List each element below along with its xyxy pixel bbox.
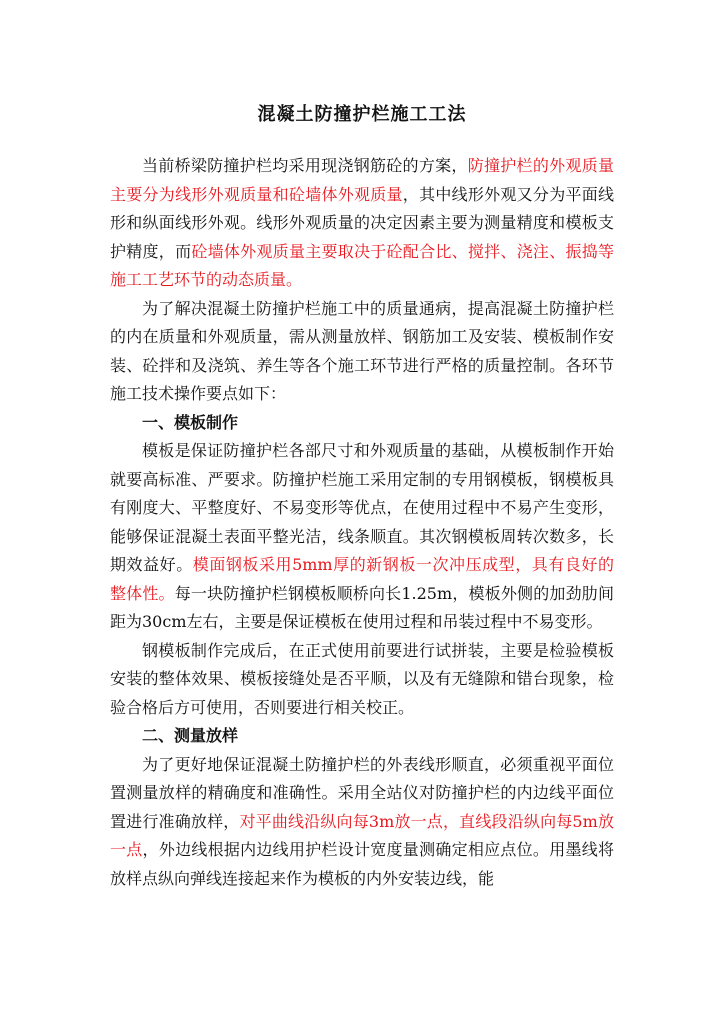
paragraph-purpose: 为了解决混凝土防撞护栏施工中的质量通病，提高混凝土防撞护栏的内在质量和外观质量，需从测量放样、钢筋加工及安装、模板制作安装、砼拌和及浇筑、养生等各个施工环节进行严格的质量控制。各环节施工技术操作要点如下： — [110, 298, 614, 403]
paragraph-intro — [110, 152, 614, 295]
text-span: 当前桥梁防撞护栏均采用现浇钢筋砼的方案， — [142, 156, 468, 175]
paragraph-trial-assembly: 钢模板制作完成后，在正式使用前要进行试拼装，主要是检验模板安装的整体效果、模板接缝处是否平顺，以及有无缝隙和错台现象，检验合格后方可使用，否则要进行相关校正。 — [110, 640, 614, 717]
section-heading-formwork: 一、模板制作 — [142, 412, 239, 432]
text-span: 每一块防撞护栏钢模板顺桥向长1.25m，模板外侧的加劲肋间距为30cm左右，主要是保证模板在使用过程和吊装过程中不易变形。 — [110, 583, 614, 631]
highlighted-text: 防撞护栏的外观质量主要分为线形外观质量和砼墙体外观质量 — [110, 156, 614, 204]
document-title: 混凝土防撞护栏施工工法 — [257, 104, 467, 125]
text-span: ，其中线形外观又分为平面线形和纵面线形外观。线形外观质量的决定因素主要为测量精度和模板支护精度，而 — [110, 184, 614, 261]
text-span: ，外边线根据内边线用护栏设计宽度量测确定相应点位。用墨线将放样点纵向弹线连接起来作为模板的内外安装边线，能 — [110, 840, 614, 888]
text-span: 模板是保证防撞护栏各部尺寸和外观质量的基础，从模板制作开始就要高标准、严要求。防撞护栏施工采用定制的专用钢模板，钢模板具有刚度大、平整度好、不易变形等优点，在使用过程中不易产生变形，能够保证混凝土表面平整光洁，线条顺直。其次钢模板周转次数多，长期效益好。 — [110, 441, 614, 574]
highlighted-text: 对平曲线沿纵向每3m放一点，直线段沿纵向每5m放一点 — [110, 811, 614, 859]
paragraph-formwork — [110, 437, 614, 637]
highlighted-text: 砼墙体外观质量主要取决于砼配合比、搅拌、浇注、振捣等施工工艺环节的动态质量。 — [110, 241, 614, 289]
highlighted-text: 模面钢板采用5mm厚的新钢板一次冲压成型，具有良好的整体性。 — [110, 555, 614, 603]
section-heading-survey: 二、测量放样 — [142, 726, 239, 745]
paragraph-survey — [110, 751, 614, 894]
text-span: 为了更好地保证混凝土防撞护栏的外表线形顺直，必须重视平面位置测量放样的精确度和准确性。采用全站仪对防撞护栏的内边线平面位置进行准确放样， — [110, 754, 614, 831]
